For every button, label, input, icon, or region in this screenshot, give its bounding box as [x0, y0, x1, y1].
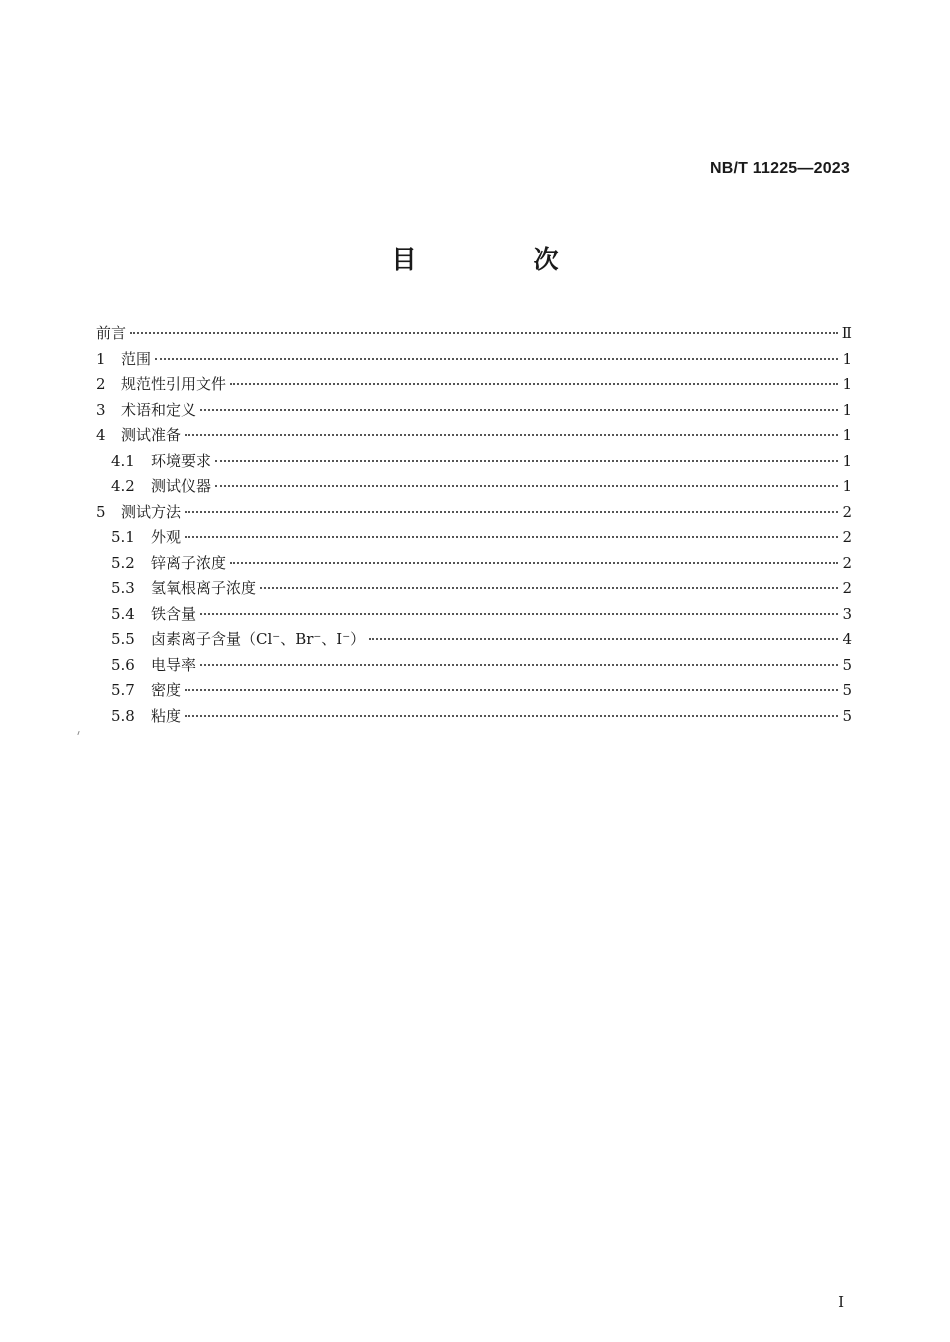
toc-entry-page: 1 — [842, 400, 852, 419]
dot-leader — [230, 383, 838, 385]
toc-entry-page: 1 — [842, 451, 852, 470]
toc-entry-label: 规范性引用文件 — [121, 375, 227, 393]
toc-entry-number: 4 — [96, 426, 106, 444]
dot-leader — [185, 511, 838, 513]
toc-entry-2[interactable] — [96, 372, 852, 398]
toc-entry-5-7[interactable] — [96, 678, 852, 704]
toc-entry-number: 4.1 — [111, 451, 135, 470]
toc-entry-label: 测试仪器 — [151, 477, 212, 495]
toc-entry-5-4[interactable] — [96, 602, 852, 628]
toc-entry-page: 1 — [842, 375, 852, 393]
toc-entry-page: 1 — [842, 349, 852, 368]
dot-leader — [369, 638, 838, 640]
toc-entry-preface[interactable] — [96, 321, 852, 347]
toc-entry-page: 2 — [842, 528, 852, 546]
standard-code: NB/T 11225—2023 — [710, 160, 850, 177]
dot-leader — [130, 332, 838, 334]
toc-entry-4-2[interactable] — [96, 474, 852, 500]
toc-entry-label: 术语和定义 — [121, 400, 197, 419]
toc-entry-5-6[interactable] — [96, 653, 852, 679]
toc-entry-5-5[interactable] — [96, 627, 852, 653]
toc-entry-page: 5 — [842, 681, 852, 699]
dot-leader — [185, 715, 838, 717]
toc-entry-label: 测试准备 — [121, 426, 182, 444]
dot-leader — [260, 587, 838, 589]
toc-entry-number: 5.1 — [111, 528, 135, 546]
toc-entry-number: 5.6 — [111, 655, 135, 674]
toc-entry-number: 4.2 — [111, 477, 135, 495]
toc-entry-page: 2 — [842, 553, 852, 572]
dot-leader — [155, 358, 838, 360]
toc-entry-label: 范围 — [121, 349, 152, 368]
toc-entry-page: 5 — [842, 706, 852, 725]
toc-entry-5-1[interactable] — [96, 525, 852, 551]
toc-entry-number: 5.8 — [111, 706, 135, 725]
toc-entry-page: 2 — [842, 579, 852, 597]
toc-entry-label: 测试方法 — [121, 502, 182, 521]
toc-entry-4-1[interactable] — [96, 449, 852, 475]
toc-entry-4[interactable] — [96, 423, 852, 449]
toc-entry-label: 密度 — [151, 681, 182, 699]
toc-entry-page: 2 — [842, 502, 852, 521]
toc-entry-number: 5.3 — [111, 579, 135, 597]
toc-title: 目 次 — [391, 245, 605, 274]
toc-entry-label: 锌离子浓度 — [151, 553, 227, 572]
dot-leader — [200, 664, 838, 666]
toc-entry-page: 1 — [842, 477, 852, 495]
page-number: I — [838, 1293, 844, 1311]
toc-entry-page: Ⅱ — [841, 324, 852, 342]
toc-entry-page: 3 — [842, 604, 852, 623]
toc-entry-number: 5.5 — [111, 630, 135, 648]
toc-entry-label: 粘度 — [151, 706, 182, 725]
toc-entry-number: 1 — [96, 349, 106, 368]
toc-entry-page: 4 — [842, 630, 852, 648]
toc-entry-number: 5.4 — [111, 604, 135, 623]
toc-entry-5-2[interactable] — [96, 551, 852, 577]
toc-entry-5-3[interactable] — [96, 576, 852, 602]
dot-leader — [215, 485, 838, 487]
toc-entry-3[interactable] — [96, 398, 852, 424]
toc-entry-label: 电导率 — [151, 655, 197, 674]
toc-entry-page: 5 — [842, 655, 852, 674]
dot-leader — [200, 613, 838, 615]
toc-entry-number: 5 — [96, 502, 106, 521]
toc-entry-label: 卤素离子含量（Cl⁻、Br⁻、I⁻） — [151, 630, 366, 648]
toc-entry-page: 1 — [842, 426, 852, 444]
toc-entry-number: 5.7 — [111, 681, 135, 699]
dot-leader — [185, 536, 838, 538]
toc-entry-number: 2 — [96, 375, 106, 393]
dot-leader — [200, 409, 838, 411]
dot-leader — [230, 562, 838, 564]
toc-entry-5[interactable] — [96, 500, 852, 526]
toc-entry-label: 氢氧根离子浓度 — [151, 579, 257, 597]
table-of-contents — [96, 321, 852, 729]
scan-speck — [77, 731, 79, 735]
toc-entry-label: 前言 — [96, 324, 127, 342]
dot-leader — [185, 434, 838, 436]
toc-entry-1[interactable] — [96, 347, 852, 373]
toc-entry-label: 环境要求 — [151, 451, 212, 470]
dot-leader — [185, 689, 838, 691]
toc-entry-label: 外观 — [151, 528, 182, 546]
toc-entry-number: 3 — [96, 400, 106, 419]
toc-entry-5-8[interactable] — [96, 704, 852, 730]
dot-leader — [215, 460, 838, 462]
toc-entry-label: 铁含量 — [151, 604, 197, 623]
toc-entry-number: 5.2 — [111, 553, 135, 572]
